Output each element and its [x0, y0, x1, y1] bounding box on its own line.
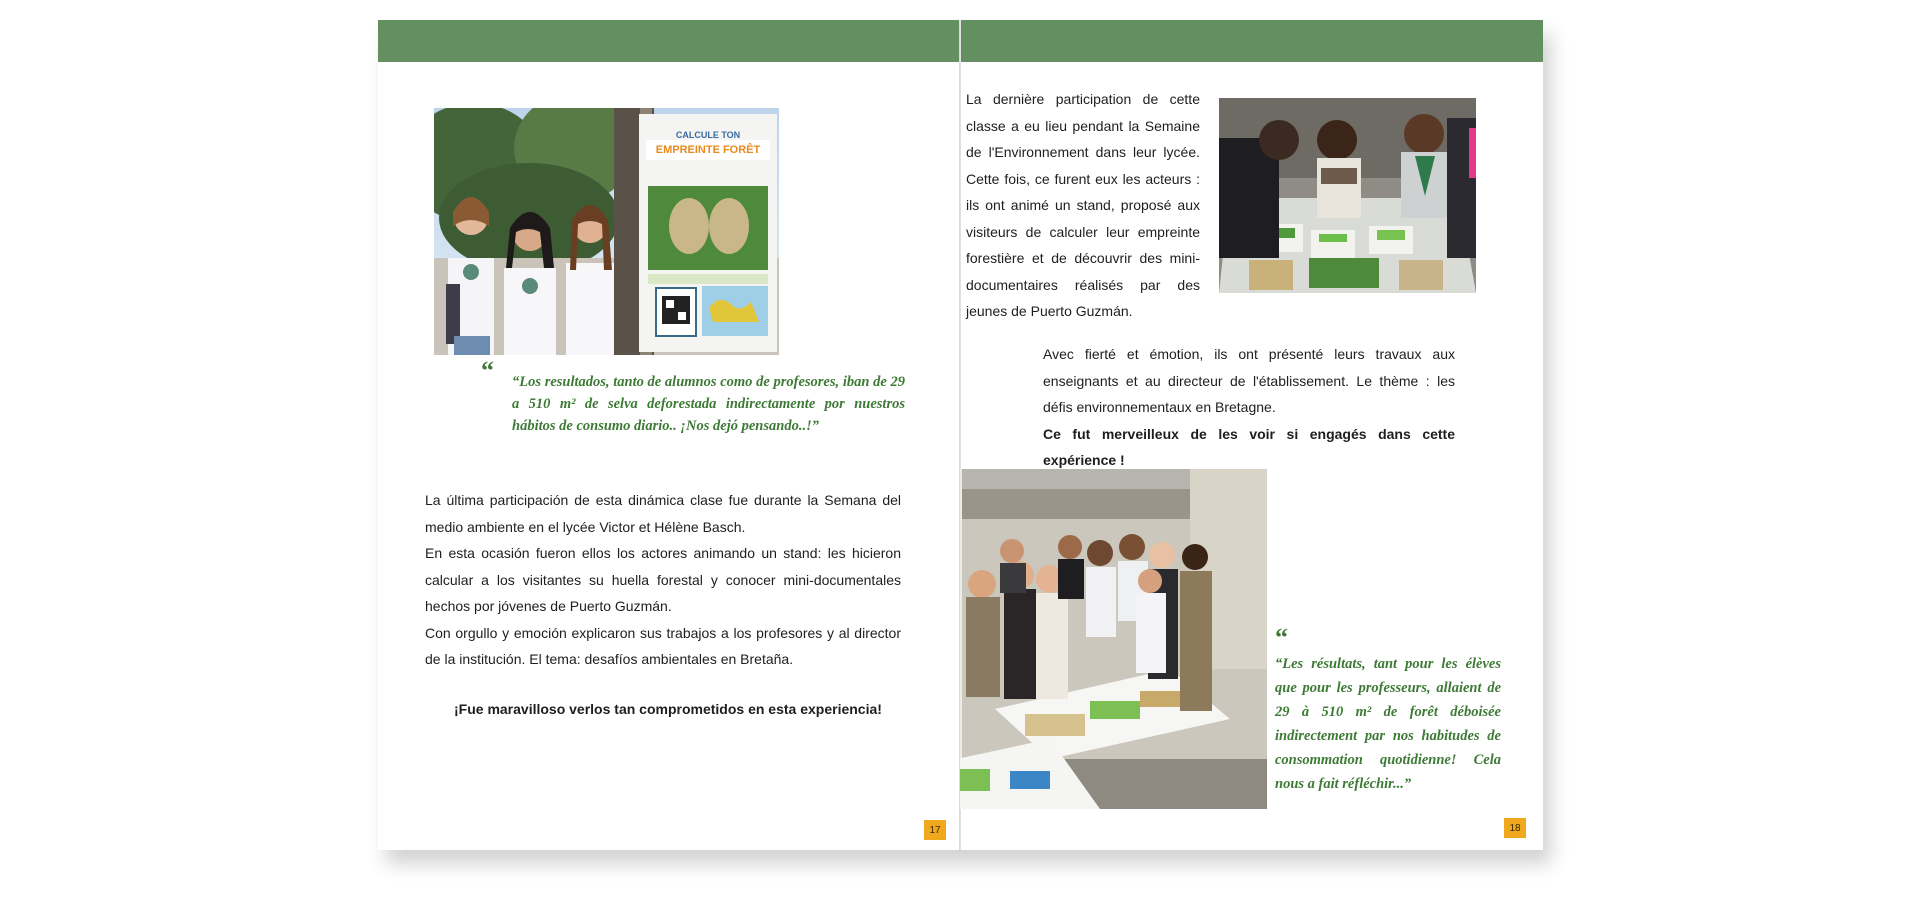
- page-number-17: 17: [924, 820, 946, 840]
- page-18: [960, 20, 1543, 850]
- paragraph-3: Con orgullo y emoción explicaron sus trabajos a los profesores y al director de la institución. El tema: desafíos ambientales en Bretaña.: [425, 624, 901, 667]
- page-number-18: 18: [1504, 818, 1526, 838]
- header-bar-right: [960, 20, 1543, 62]
- poster-title-line1: CALCULE TON: [675, 130, 741, 140]
- closing-right: Ce fut merveilleux de les voir si engagés dans cette expérience !: [1043, 425, 1455, 468]
- quote-right: “Les résultats, tant pour les élèves que pour les professeurs, allaient de 29 à 510 m² de forêt déboisée indirectement par nos habitudes de consommation quotidienne! Cela nous a fait réfléchir...”: [1275, 656, 1501, 792]
- brochure-spread: [378, 20, 1543, 850]
- closing-left: ¡Fue maravilloso verlos tan comprometidos en esta experiencia!: [454, 701, 882, 717]
- paragraph-2: En esta ocasión fueron ellos los actores animando un stand: les hicieron calcular a los visitantes su huella forestal y conocer mini-documentales hechos por jóvenes de Puerto Guzmán.: [425, 545, 901, 614]
- quote-open-mark-right: “: [1275, 623, 1288, 652]
- paragraph-middle-text: Avec fierté et émotion, ils ont présenté leurs travaux aux enseignants et au directeur de l'établissement. Le thème : les défis environnementaux en Bretagne.: [1043, 346, 1455, 415]
- quote-left: “Los resultados, tanto de alumnos como de profesores, iban de 29 a 510 m² de selva deforestada indirectamente por nuestros hábitos de consumo diario.. ¡Nos dejó pensando..!”: [512, 374, 905, 434]
- photo-students-poster: [434, 108, 779, 355]
- page-17: [378, 20, 960, 850]
- body-text-left: [425, 487, 901, 673]
- header-bar-left: [378, 20, 960, 62]
- photo-students-table: [1219, 98, 1476, 293]
- quote-open-mark-left: “: [481, 356, 494, 385]
- paragraph-1: La última participación de esta dinámica clase fue durante la Semana del medio ambiente en el lycée Victor et Hélène Basch.: [425, 492, 901, 535]
- paragraph-top-right: La dernière participation de cette classe a eu lieu pendant la Semaine de l'Environnement dans leur lycée. Cette fois, ce furent eux les acteurs : ils ont animé un stand, proposé aux visiteurs de calculer leur empreinte forestière et de découvrir des mini-documentaires réalisés par des jeunes de Puerto Guzmán.: [966, 91, 1200, 319]
- poster-title-line2: EMPREINTE FORÊT: [655, 144, 761, 156]
- photo-group: [960, 469, 1267, 809]
- paragraph-middle-right: [1043, 341, 1455, 474]
